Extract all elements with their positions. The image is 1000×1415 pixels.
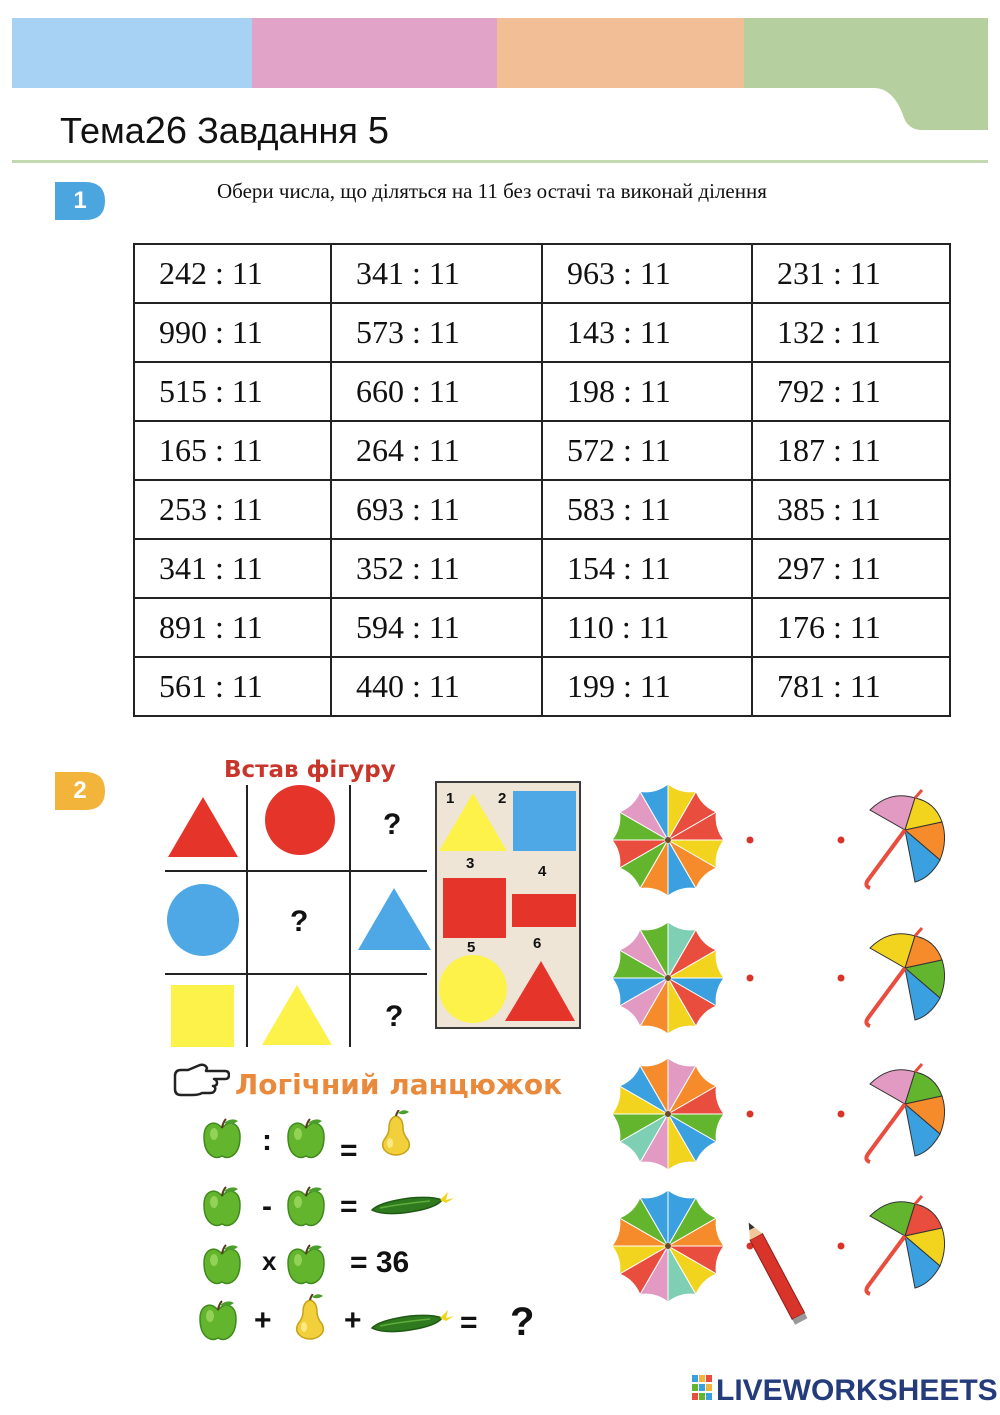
table-row	[134, 421, 950, 480]
task-number: 5	[367, 110, 389, 152]
division-cell[interactable]: 583 : 11	[542, 480, 752, 539]
option-label-5: 5	[467, 939, 476, 956]
match-dot-right[interactable]	[838, 975, 845, 982]
chain-final-question: ?	[510, 1300, 535, 1344]
chain-op-equals: =	[340, 1134, 358, 1167]
task2-badge-number: 2	[73, 777, 87, 804]
topic-word: Тема	[60, 110, 145, 151]
option-yellow-circle[interactable]	[439, 955, 507, 1023]
division-cell[interactable]: 297 : 11	[752, 539, 950, 598]
match-dot-right[interactable]	[838, 1111, 845, 1118]
division-cell[interactable]: 198 : 11	[542, 362, 752, 421]
match-dot-right[interactable]	[838, 1243, 845, 1250]
liveworksheets-logo-icon	[692, 1375, 714, 1401]
division-cell[interactable]: 341 : 11	[134, 539, 331, 598]
topic-number: 26	[144, 110, 188, 152]
task-word: Завдання	[197, 110, 358, 151]
option-blue-square[interactable]	[513, 791, 576, 851]
division-cell[interactable]: 963 : 11	[542, 244, 752, 303]
division-table	[133, 243, 951, 717]
chain-result-36: = 36	[350, 1246, 410, 1279]
side-umbrella-icon	[866, 790, 944, 888]
table-row	[134, 539, 950, 598]
red-circle	[265, 785, 335, 855]
umbrella-matching	[600, 770, 980, 1350]
liveworksheets-logo-text: LIVEWORKSHEETS	[716, 1374, 998, 1407]
division-cell[interactable]: 515 : 11	[134, 362, 331, 421]
grid-question-3: ?	[385, 1000, 404, 1033]
apple-icon	[202, 1186, 244, 1230]
division-cell[interactable]: 792 : 11	[752, 362, 950, 421]
chain-op-equals: =	[340, 1190, 358, 1223]
division-cell[interactable]: 176 : 11	[752, 598, 950, 657]
grid-question-1: ?	[383, 808, 402, 841]
umbrella-wheel-center	[665, 837, 671, 843]
logic-chain-title: Логічний ланцюжок	[235, 1068, 563, 1101]
division-cell[interactable]: 561 : 11	[134, 657, 331, 716]
chain-op-divide: :	[262, 1124, 272, 1157]
blue-circle	[167, 884, 239, 956]
division-cell[interactable]: 891 : 11	[134, 598, 331, 657]
division-cell[interactable]: 253 : 11	[134, 480, 331, 539]
task1-badge-number: 1	[73, 187, 87, 214]
division-cell[interactable]: 165 : 11	[134, 421, 331, 480]
option-label-6: 6	[533, 935, 542, 952]
table-row	[134, 480, 950, 539]
division-cell[interactable]: 573 : 11	[331, 303, 542, 362]
pear-icon	[378, 1110, 418, 1162]
option-red-square[interactable]	[443, 878, 506, 938]
option-label-4: 4	[538, 863, 547, 880]
task1-instruction: Обери числа, що діляться на 11 без остачі та виконай ділення	[217, 179, 767, 203]
cucumber-icon	[370, 1306, 458, 1338]
apple-icon	[198, 1300, 240, 1344]
division-cell[interactable]: 693 : 11	[331, 480, 542, 539]
division-cell[interactable]: 154 : 11	[542, 539, 752, 598]
cucumber-icon	[370, 1188, 458, 1220]
side-umbrella-icon	[866, 1196, 944, 1294]
option-label-1: 1	[446, 790, 455, 807]
chain-op-equals: =	[460, 1306, 478, 1339]
division-cell[interactable]: 187 : 11	[752, 421, 950, 480]
option-label-3: 3	[466, 855, 475, 872]
header-band-green	[744, 18, 988, 88]
header-rule	[12, 160, 988, 163]
task1-badge	[55, 182, 105, 220]
division-cell[interactable]: 199 : 11	[542, 657, 752, 716]
umbrella-wheel-center	[665, 975, 671, 981]
division-cell[interactable]: 264 : 11	[331, 421, 542, 480]
division-cell[interactable]: 385 : 11	[752, 480, 950, 539]
division-cell[interactable]: 440 : 11	[331, 657, 542, 716]
grid-question-2: ?	[290, 905, 309, 938]
header-band-blue	[12, 18, 252, 88]
chain-op-minus: -	[262, 1190, 272, 1223]
match-dot-left[interactable]	[747, 1111, 754, 1118]
pencil-icon[interactable]	[742, 1219, 807, 1324]
umbrella-wheel-center	[665, 1243, 671, 1249]
header-band-orange	[497, 18, 744, 88]
side-umbrella-icon	[866, 1064, 944, 1162]
apple-icon	[286, 1118, 328, 1162]
table-row	[134, 303, 950, 362]
division-cell[interactable]: 990 : 11	[134, 303, 331, 362]
table-row	[134, 362, 950, 421]
chain-op-multiply: x	[262, 1246, 277, 1276]
division-cell[interactable]: 660 : 11	[331, 362, 542, 421]
table-row	[134, 244, 950, 303]
chain-op-plus: +	[254, 1304, 272, 1337]
division-cell[interactable]: 231 : 11	[752, 244, 950, 303]
option-red-rectangle[interactable]	[512, 894, 576, 927]
match-dot-left[interactable]	[747, 837, 754, 844]
yellow-triangle	[262, 985, 332, 1045]
blue-triangle	[358, 888, 431, 950]
yellow-square	[171, 985, 234, 1047]
option-label-2: 2	[498, 790, 507, 807]
division-cell[interactable]: 352 : 11	[331, 539, 542, 598]
division-cell[interactable]: 110 : 11	[542, 598, 752, 657]
shape-options-panel	[435, 781, 581, 1029]
division-cell[interactable]: 242 : 11	[134, 244, 331, 303]
header-tab	[744, 88, 988, 132]
apple-icon	[286, 1244, 328, 1288]
division-cell[interactable]: 341 : 11	[331, 244, 542, 303]
match-dot-right[interactable]	[838, 837, 845, 844]
insert-shape-title: Встав фігуру	[224, 757, 396, 783]
division-cell[interactable]: 143 : 11	[542, 303, 752, 362]
division-cell[interactable]: 781 : 11	[752, 657, 950, 716]
apple-icon	[286, 1186, 328, 1230]
division-cell[interactable]: 132 : 11	[752, 303, 950, 362]
red-triangle	[168, 797, 238, 857]
division-cell[interactable]: 572 : 11	[542, 421, 752, 480]
umbrella-wheel-center	[665, 1111, 671, 1117]
division-cell[interactable]: 594 : 11	[331, 598, 542, 657]
header-band-pink	[252, 18, 497, 88]
table-row	[134, 598, 950, 657]
side-umbrella-icon	[866, 928, 944, 1026]
apple-icon	[202, 1118, 244, 1162]
page-title	[60, 110, 389, 153]
chain-op-plus: +	[344, 1304, 362, 1337]
match-dot-left[interactable]	[747, 975, 754, 982]
table-row	[134, 657, 950, 716]
task2-badge	[55, 772, 105, 810]
pointing-hand-icon	[172, 1062, 230, 1098]
apple-icon	[202, 1244, 244, 1288]
pear-icon	[292, 1294, 332, 1346]
